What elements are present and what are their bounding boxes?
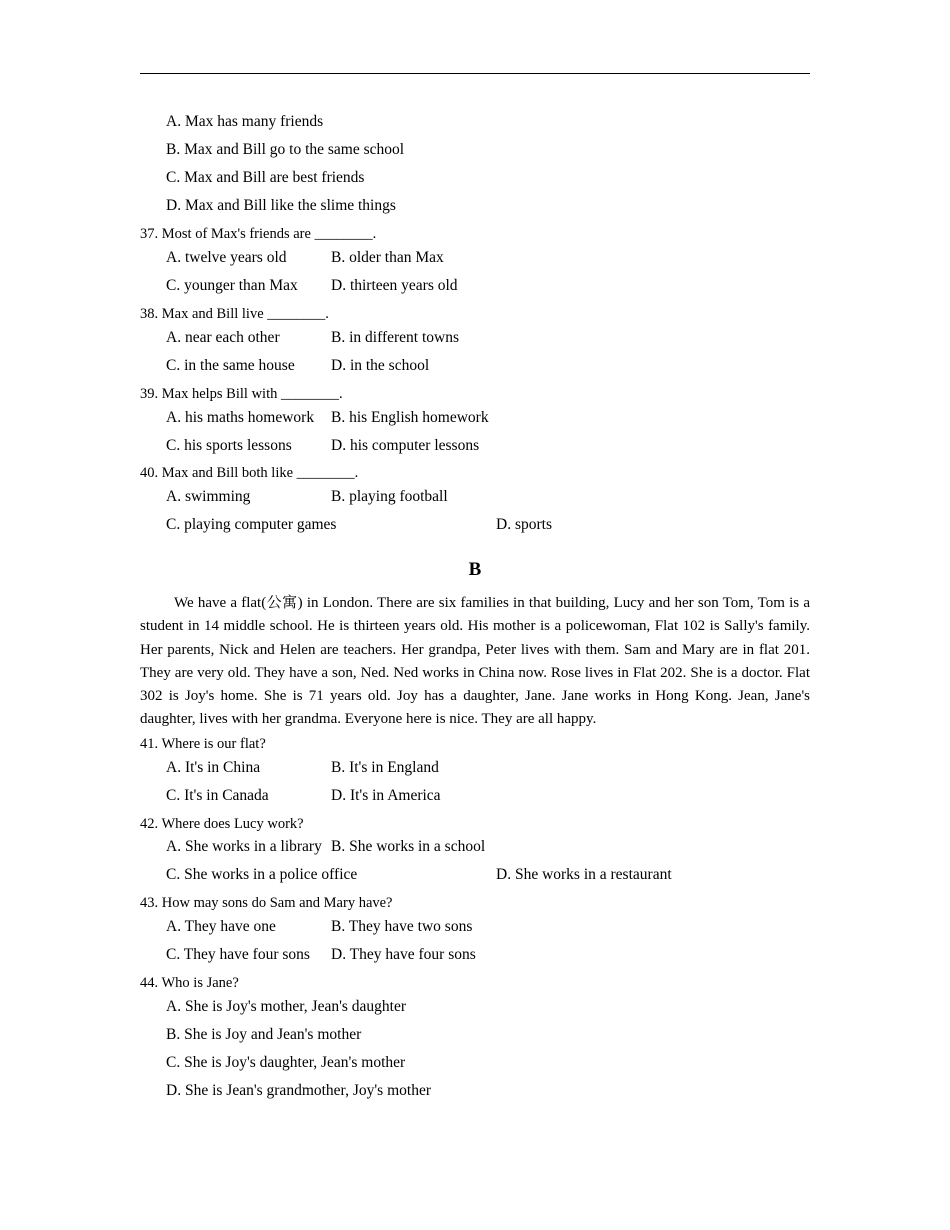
section-heading: B bbox=[468, 559, 482, 580]
q38-stem: 38. Max and Bill live ________. bbox=[140, 306, 329, 322]
q37-option-c: C. younger than Max bbox=[166, 277, 298, 294]
q37-stem: 37. Most of Max's friends are ________. bbox=[140, 226, 377, 242]
q42-option-b: B. She works in a school bbox=[331, 838, 486, 855]
reading-passage: We have a flat(公寓) in London. There are six families in that building, Lucy and her son Tom, Tom is a student in 14 middle school. He is thirteen years old. His mother is a policewoman, Flat 102 is Sally's family. Her parents, Nick and Helen are teachers. Her grandpa, Peter lives with them. Sam and Mary are in flat 201. They are very old. They have a son, Ned. Ned works in China now. Rose lives in Flat 202. She is a doctor. Flat 302 is Joy's home. She is 71 years old. Joy has a daughter, Jane. Jane works in Hong Kong. Jean, Jane's daughter, lives with her grandma. Everyone here is nice. They are all happy. bbox=[140, 595, 810, 728]
q41-option-c: C. It's in Canada bbox=[166, 787, 269, 804]
q43-option-a: A. They have one bbox=[166, 918, 276, 935]
q42-option-a: A. She works in a library bbox=[166, 838, 322, 855]
q37-option-a: A. twelve years old bbox=[166, 249, 287, 266]
q41-option-a: A. It's in China bbox=[166, 759, 261, 776]
q38-option-d: D. in the school bbox=[331, 357, 430, 374]
q42-stem: 42. Where does Lucy work? bbox=[140, 816, 304, 832]
q41-option-d: D. It's in America bbox=[331, 787, 441, 804]
q39-option-a: A. his maths homework bbox=[166, 409, 315, 426]
q40-option-d: D. sports bbox=[496, 516, 552, 533]
q42-option-c: C. She works in a police office bbox=[166, 866, 358, 883]
q40-option-b: B. playing football bbox=[331, 488, 448, 505]
q44-option-c: C. She is Joy's daughter, Jean's mother bbox=[166, 1054, 406, 1071]
q44-option-a: A. She is Joy's mother, Jean's daughter bbox=[166, 998, 407, 1015]
q37-option-d: D. thirteen years old bbox=[331, 277, 458, 294]
q38-option-a: A. near each other bbox=[166, 329, 280, 346]
q43-option-d: D. They have four sons bbox=[331, 946, 476, 963]
q36-option-c: C. Max and Bill are best friends bbox=[166, 169, 365, 186]
q41-option-b: B. It's in England bbox=[331, 759, 439, 776]
q40-option-c: C. playing computer games bbox=[166, 516, 337, 533]
q36-option-a: A. Max has many friends bbox=[166, 113, 324, 130]
q39-option-b: B. his English homework bbox=[331, 409, 489, 426]
q43-option-b: B. They have two sons bbox=[331, 918, 473, 935]
q44-stem: 44. Who is Jane? bbox=[140, 975, 239, 991]
q41-stem: 41. Where is our flat? bbox=[140, 736, 266, 752]
q42-option-d: D. She works in a restaurant bbox=[496, 866, 672, 883]
q43-option-c: C. They have four sons bbox=[166, 946, 310, 963]
q37-option-b: B. older than Max bbox=[331, 249, 444, 266]
q44-option-b: B. She is Joy and Jean's mother bbox=[166, 1026, 362, 1043]
q38-option-c: C. in the same house bbox=[166, 357, 295, 374]
q38-option-b: B. in different towns bbox=[331, 329, 460, 346]
q43-stem: 43. How may sons do Sam and Mary have? bbox=[140, 895, 393, 911]
q36-option-d: D. Max and Bill like the slime things bbox=[166, 197, 396, 214]
q40-option-a: A. swimming bbox=[166, 488, 251, 505]
q39-stem: 39. Max helps Bill with ________. bbox=[140, 386, 343, 402]
q36-option-b: B. Max and Bill go to the same school bbox=[166, 141, 405, 158]
q39-option-d: D. his computer lessons bbox=[331, 437, 480, 454]
q44-option-d: D. She is Jean's grandmother, Joy's mother bbox=[166, 1082, 431, 1099]
q39-option-c: C. his sports lessons bbox=[166, 437, 292, 454]
header-rule bbox=[140, 73, 810, 74]
q40-stem: 40. Max and Bill both like ________. bbox=[140, 465, 359, 481]
